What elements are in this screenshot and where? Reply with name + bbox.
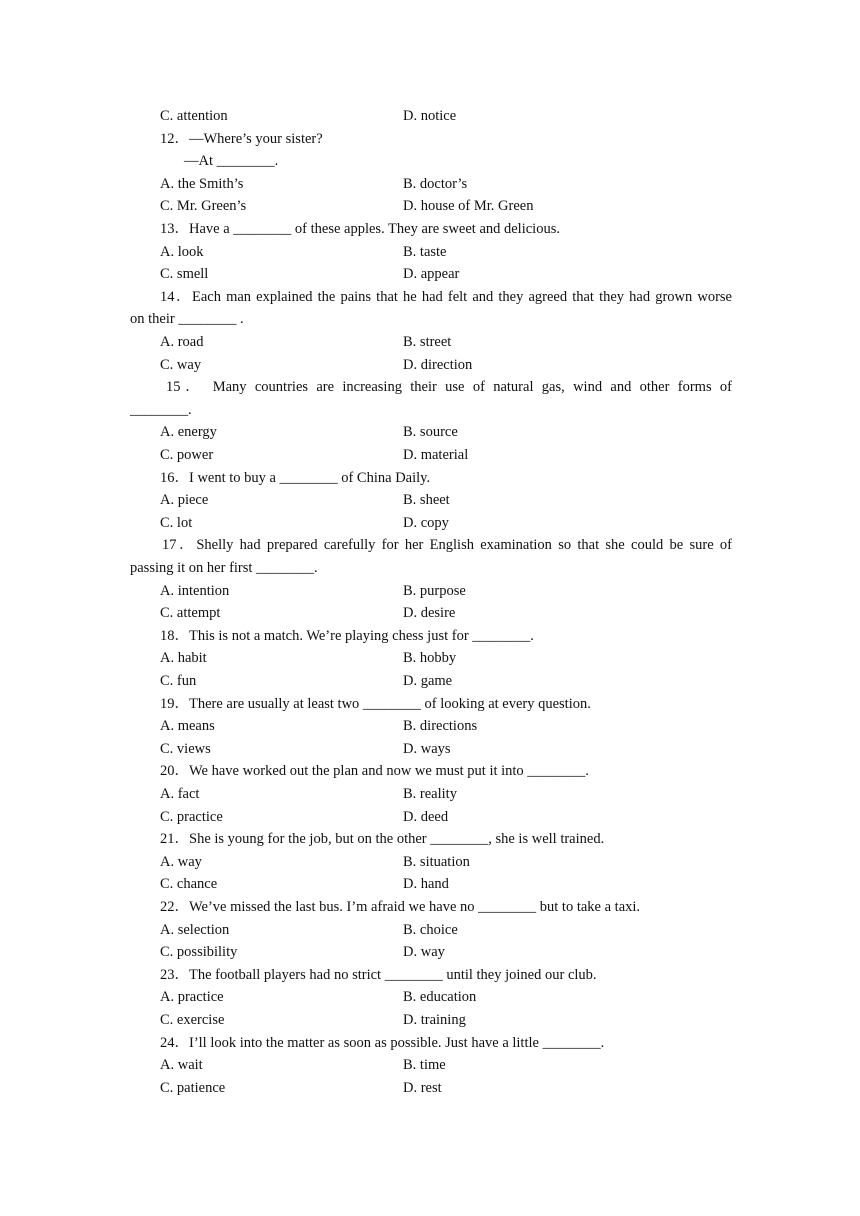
question-text: 23．The football players had no strict ________ until they joined our club. xyxy=(160,966,597,983)
option-text: C. views xyxy=(160,740,211,757)
question-text: on their ________ . xyxy=(130,311,244,328)
option-text: D. game xyxy=(403,673,453,689)
option-text: A. habit xyxy=(160,650,207,667)
question-text: —At ________. xyxy=(184,153,279,170)
option-text: D. direction xyxy=(403,356,473,373)
option-text: B. time xyxy=(403,1057,446,1074)
option-text: B. education xyxy=(403,989,477,1006)
question-text: 17．Shelly had prepared carefully for her English examination so that she could be sure of xyxy=(162,537,732,554)
option-text: B. reality xyxy=(403,786,457,802)
question-text: 20．We have worked out the plan and now we must put it into ________. xyxy=(160,763,589,780)
option-text: C. smell xyxy=(160,266,209,283)
question-text: 14．Each man explained the pains that he had felt and they agreed that they had grown worse xyxy=(160,288,732,305)
question-text: 13．Have a ________ of these apples. They are sweet and delicious. xyxy=(160,221,560,237)
option-text: B. sheet xyxy=(403,492,450,509)
option-text: D. training xyxy=(403,1012,466,1028)
option-text: B. doctor’s xyxy=(403,175,468,192)
option-text: B. directions xyxy=(403,718,478,735)
option-text: C. possibility xyxy=(160,944,238,961)
option-text: C. Mr. Green’s xyxy=(160,198,247,215)
option-text: A. practice xyxy=(160,989,224,1006)
option-text: D. house of Mr. Green xyxy=(403,198,534,215)
option-text: B. hobby xyxy=(403,650,457,667)
option-text: D. appear xyxy=(403,266,460,283)
option-text: D. ways xyxy=(403,740,451,757)
option-text: B. source xyxy=(403,424,458,441)
option-text: D. copy xyxy=(403,514,449,531)
option-text: D. deed xyxy=(403,808,449,825)
option-text: A. intention xyxy=(160,582,230,599)
option-text: A. means xyxy=(160,718,215,735)
option-text: D. rest xyxy=(403,1079,442,1096)
option-text: C. attempt xyxy=(160,605,221,622)
option-text: C. patience xyxy=(160,1079,226,1096)
option-text: C. practice xyxy=(160,808,223,825)
option-text: A. road xyxy=(160,334,204,350)
option-text: A. wait xyxy=(160,1057,203,1074)
question-text: 18．This is not a match. We’re playing chess just for ________. xyxy=(160,627,534,644)
option-text: B. choice xyxy=(403,921,458,938)
option-text: A. selection xyxy=(160,921,230,938)
option-text: A. energy xyxy=(160,424,217,441)
option-text: C. exercise xyxy=(160,1012,225,1028)
option-text: B. situation xyxy=(403,853,470,870)
option-text: C. power xyxy=(160,447,214,463)
question-text: 24．I’ll look into the matter as soon as possible. Just have a little ________. xyxy=(160,1034,605,1051)
question-text: ________. xyxy=(130,401,192,418)
option-text: B. taste xyxy=(403,243,447,260)
question-text: 16．I went to buy a ________ of China Daily. xyxy=(160,469,431,486)
option-text: C. way xyxy=(160,356,202,373)
option-text: C. chance xyxy=(160,876,218,893)
option-text: A. look xyxy=(160,243,204,260)
option-text: C. lot xyxy=(160,514,193,531)
option-text: D. notice xyxy=(403,108,457,124)
option-text: C. attention xyxy=(160,108,228,124)
option-text: A. piece xyxy=(160,492,209,509)
option-text: D. material xyxy=(403,447,469,463)
question-text: 12．—Where’s your sister? xyxy=(160,130,323,147)
question-text: 15． Many countries are increasing their use of natural gas, wind and other forms of xyxy=(166,379,732,396)
question-text: passing it on her first ________. xyxy=(130,560,318,576)
option-text: D. desire xyxy=(403,605,456,622)
option-text: B. purpose xyxy=(403,582,466,599)
question-text: 19．There are usually at least two ________ of looking at every question. xyxy=(160,695,591,712)
question-text: 22．We’ve missed the last bus. I’m afraid we have no ________ but to take a taxi. xyxy=(160,899,641,915)
option-text: A. the Smith’s xyxy=(160,175,244,192)
option-text: B. street xyxy=(403,334,452,350)
option-text: C. fun xyxy=(160,673,197,689)
question-text: 21．She is young for the job, but on the other ________, she is well trained. xyxy=(160,831,605,848)
option-text: A. way xyxy=(160,853,202,870)
option-text: D. way xyxy=(403,944,445,961)
option-text: A. fact xyxy=(160,786,200,802)
option-text: D. hand xyxy=(403,876,449,893)
